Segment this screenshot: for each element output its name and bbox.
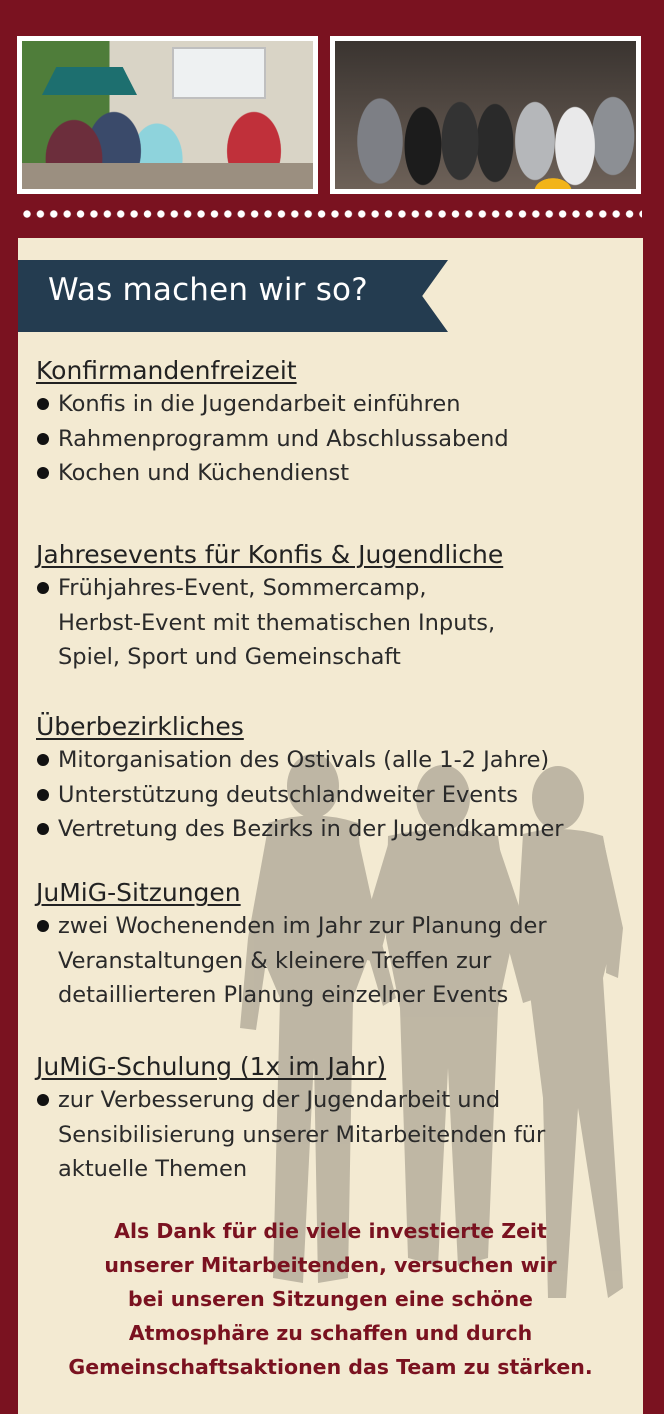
list-item-text: zwei Wochenenden im Jahr zur Planung der Veranstaltungen & kleinere Treffen zur detaillierteren Planung einzelner Events	[58, 913, 547, 1008]
list-item: Konfis in die Jugendarbeit einführen	[36, 387, 636, 422]
list-item: Unterstützung deutschlandweiter Events	[36, 778, 636, 813]
section-heading: JuMiG-Schulung (1x im Jahr)	[36, 1052, 387, 1081]
photo-image	[22, 41, 313, 189]
dotted-divider	[22, 208, 642, 220]
section-heading: Jahresevents für Konfis & Jugendliche	[36, 540, 504, 569]
photo-image	[335, 41, 636, 189]
section-heading: JuMiG-Sitzungen	[36, 878, 241, 907]
section-heading: Konfirmandenfreizeit	[36, 356, 297, 385]
banner-title: Was machen wir so?	[48, 272, 368, 308]
bullet-list	[36, 909, 636, 1013]
list-item	[36, 571, 636, 675]
list-item-text: Frühjahres-Event, Sommercamp, Herbst-Event mit thematischen Inputs, Spiel, Sport und Gemeinschaft	[58, 575, 496, 670]
list-item: Kochen und Küchendienst	[36, 456, 636, 491]
section-konfirmandenfreizeit	[36, 356, 636, 491]
ground-shape	[22, 163, 313, 189]
section-jahresevents	[36, 540, 636, 675]
section-heading: Überbezirkliches	[36, 712, 244, 741]
window-shape	[172, 47, 266, 99]
list-item	[36, 909, 636, 1013]
list-item	[36, 1083, 636, 1187]
bullet-list	[36, 743, 636, 847]
bullet-list	[36, 387, 636, 491]
closing-message: Als Dank für die viele investierte Zeit unserer Mitarbeitenden, versuchen wir bei unseren Sitzungen eine schöne Atmosphäre zu schaffen und durch Gemeinschaftsaktionen das Team zu stärken.	[68, 1219, 593, 1379]
section-jumig-sitzungen	[36, 878, 636, 1013]
team-group-photo	[330, 36, 641, 194]
bullet-list	[36, 1083, 636, 1187]
list-item-text: zur Verbesserung der Jugendarbeit und Sensibilisierung unserer Mitarbeitenden für aktuelle Themen	[58, 1087, 546, 1182]
section-ueberbezirkliches	[36, 712, 636, 847]
list-item: Vertretung des Bezirks in der Jugendkammer	[36, 812, 636, 847]
list-item: Rahmenprogramm und Abschlussabend	[36, 422, 636, 457]
outdoor-group-photo	[17, 36, 318, 194]
list-item: Mitorganisation des Ostivals (alle 1-2 Jahre)	[36, 743, 636, 778]
section-jumig-schulung	[36, 1052, 636, 1187]
bullet-list	[36, 571, 636, 675]
content-panel	[18, 238, 643, 1414]
tent-shape	[42, 67, 137, 95]
